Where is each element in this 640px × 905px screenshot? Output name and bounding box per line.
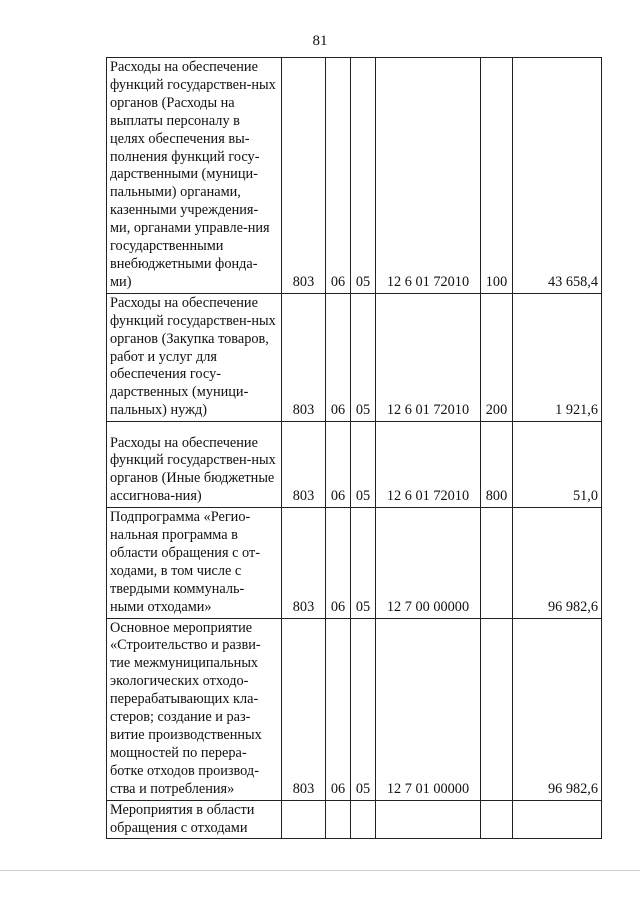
row-description: Расходы на обеспечение функций государствен-ных органов (Закупка товаров, работ и услуг для обеспечения госу-дарственных (муници-пальных) нужд) — [107, 293, 282, 421]
ministry-code: 803 — [282, 293, 326, 421]
subsection-code: 05 — [351, 618, 376, 800]
row-description: Основное мероприятие «Строительство и разви-тие межмуниципальных экологических отходо-перерабатывающих кла-стеров; создание и раз-витие производственных мощностей по перера-ботке отходов производ-ства и потребления» — [107, 618, 282, 800]
ministry-code: 803 — [282, 618, 326, 800]
subsection-code — [351, 800, 376, 839]
subsection-code: 05 — [351, 422, 376, 508]
ministry-code: 803 — [282, 422, 326, 508]
table-row — [107, 508, 602, 618]
expense-type-code: 200 — [481, 293, 513, 421]
row-description: Подпрограмма «Регио-нальная программа в области обращения с от-ходами, в том числе с твердыми коммуналь-ными отходами» — [107, 508, 282, 618]
row-description: Мероприятия в области обращения с отходами — [107, 800, 282, 839]
row-description: Расходы на обеспечение функций государствен-ных органов (Иные бюджетные ассигнова-ния) — [107, 422, 282, 508]
subsection-code: 05 — [351, 58, 376, 294]
amount — [513, 800, 602, 839]
table-row — [107, 800, 602, 839]
expense-type-code: 800 — [481, 422, 513, 508]
subsection-code: 05 — [351, 293, 376, 421]
page-number: 81 — [312, 33, 328, 49]
subsection-code: 05 — [351, 508, 376, 618]
section-code: 06 — [326, 618, 351, 800]
amount: 1 921,6 — [513, 293, 602, 421]
table-row — [107, 422, 602, 508]
section-code: 06 — [326, 422, 351, 508]
target-code: 12 7 00 00000 — [376, 508, 481, 618]
expense-type-code: 100 — [481, 58, 513, 294]
section-code — [326, 800, 351, 839]
table-row — [107, 618, 602, 800]
target-code: 12 6 01 72010 — [376, 422, 481, 508]
target-code: 12 6 01 72010 — [376, 293, 481, 421]
target-code: 12 7 01 00000 — [376, 618, 481, 800]
expense-type-code — [481, 618, 513, 800]
section-code: 06 — [326, 508, 351, 618]
table-row — [107, 293, 602, 421]
section-code: 06 — [326, 58, 351, 294]
expense-type-code — [481, 508, 513, 618]
budget-table — [106, 57, 602, 839]
amount: 43 658,4 — [513, 58, 602, 294]
ministry-code: 803 — [282, 508, 326, 618]
amount: 96 982,6 — [513, 618, 602, 800]
ministry-code: 803 — [282, 58, 326, 294]
row-description: Расходы на обеспечение функций государствен-ных органов (Расходы на выплаты персоналу в целях обеспечения вы-полнения функций госу-дарственными (муници-пальными) органами, казенными учреждения-ми, органами управле-ния государственными внебюджетными фонда-ми) — [107, 58, 282, 294]
table-row — [107, 58, 602, 294]
section-code: 06 — [326, 293, 351, 421]
target-code — [376, 800, 481, 839]
ministry-code — [282, 800, 326, 839]
scan-edge-line — [0, 870, 640, 871]
target-code: 12 6 01 72010 — [376, 58, 481, 294]
amount: 96 982,6 — [513, 508, 602, 618]
amount: 51,0 — [513, 422, 602, 508]
expense-type-code — [481, 800, 513, 839]
